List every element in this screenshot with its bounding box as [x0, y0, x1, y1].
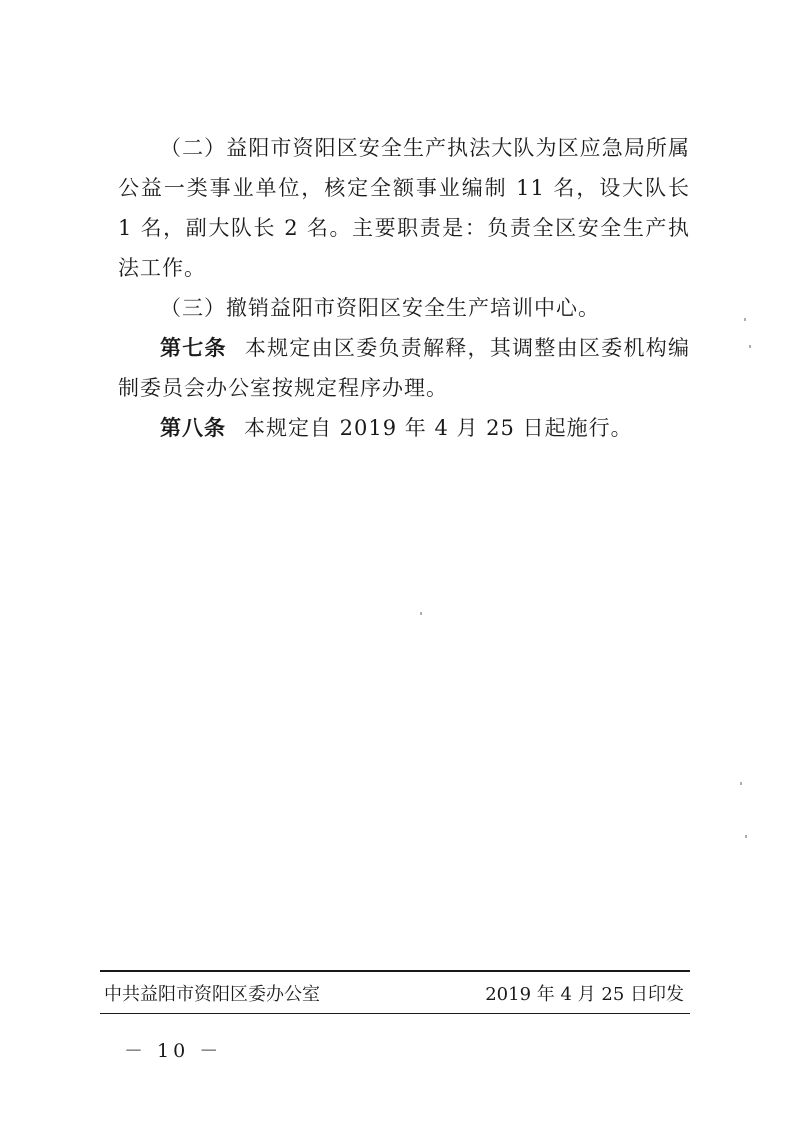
article-heading: 第七条 [160, 336, 227, 360]
article-eight [118, 408, 690, 448]
scan-speck [420, 612, 422, 615]
issue-date: 2019 年 4 月 25 日印发 [485, 984, 684, 1005]
article-heading: 第八条 [160, 416, 226, 440]
article-text: 本规定自 2019 年 4 月 25 日起施行。 [244, 416, 633, 440]
footer-bottom-rule [100, 1013, 690, 1014]
issuer-name: 中共益阳市资阳区委办公室 [104, 984, 320, 1005]
scan-speck [744, 318, 746, 321]
footer-top-rule [100, 970, 690, 972]
article-text: 本规定由区委负责解释，其调整由区委机构编制委员会办公室按规定程序办理。 [118, 336, 691, 400]
scan-speck [749, 345, 751, 348]
paragraph-text: （三）撤销益阳市资阳区安全生产培训中心。 [160, 296, 600, 320]
colophon [104, 982, 684, 1008]
page-number: － 10 － [124, 1040, 223, 1062]
paragraph-item-three [118, 288, 690, 328]
article-seven [118, 328, 690, 408]
paragraph-item-two [118, 128, 690, 288]
paragraph-text: （二）益阳市资阳区安全生产执法大队为区应急局所属公益一类事业单位，核定全额事业编制 11 名，设大队长 1 名，副大队长 2 名。主要职责是：负责全区安全生产执法工作。 [118, 136, 690, 280]
document-body [118, 128, 690, 448]
scan-speck [745, 835, 747, 838]
scan-speck [740, 782, 742, 785]
